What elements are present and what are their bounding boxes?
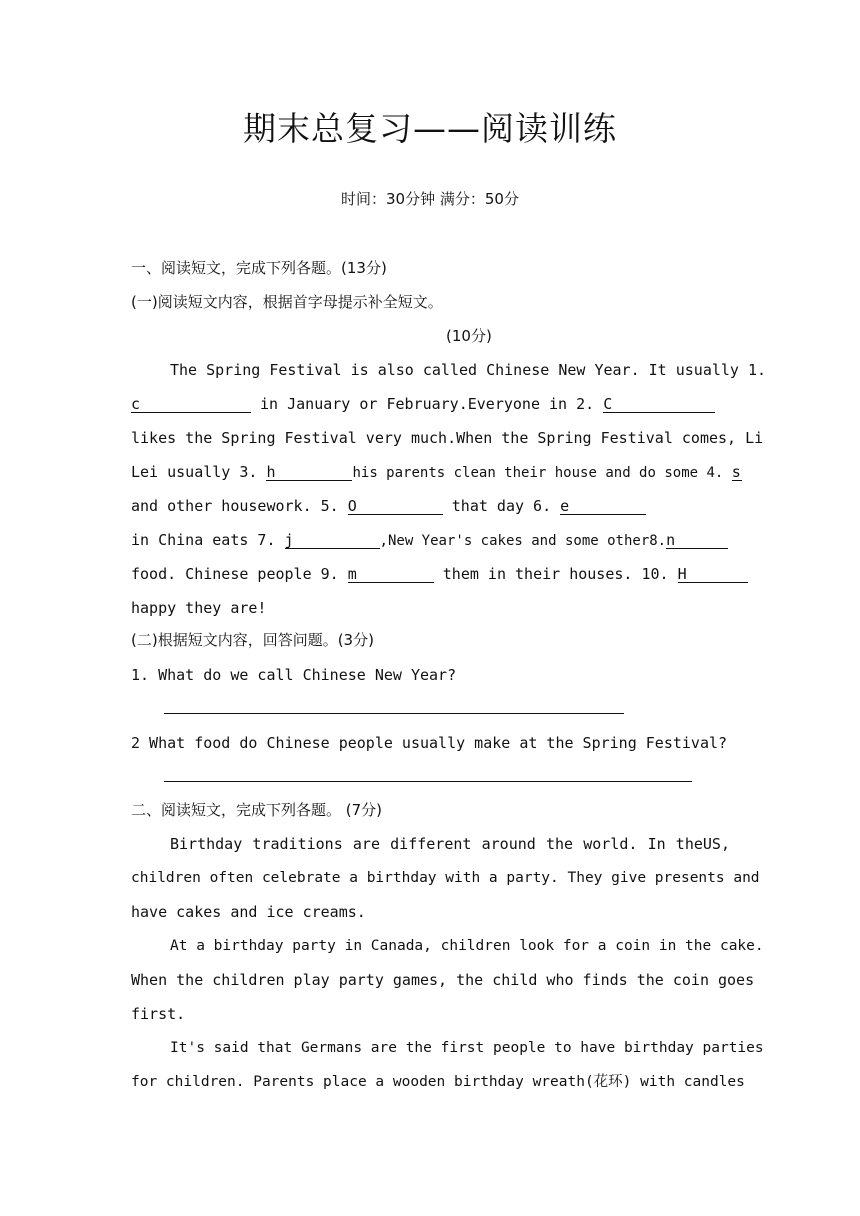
blank-2[interactable]: C	[603, 396, 715, 413]
passage-line-1: The Spring Festival is also called Chinese New Year. It usually 1.	[170, 361, 767, 379]
passage-line-5	[131, 496, 731, 516]
part2-p2-line-1: At a birthday party in Canada, children look for a coin in the cake.	[170, 938, 764, 954]
part1-heading: 一、阅读短文，完成下列各题。(13分)	[131, 259, 387, 277]
passage-line-7	[131, 564, 731, 584]
part2-p1-line-1: Birthday traditions are different around the world. In theUS,	[170, 835, 730, 853]
passage-line-2	[131, 394, 731, 414]
part1-sub2-heading: (二)根据短文内容，回答问题。(3分)	[131, 631, 374, 649]
passage-line-6	[131, 530, 731, 551]
passage-text: food. Chinese people 9.	[131, 565, 348, 583]
passage-line-3: likes the Spring Festival very much.When the Spring Festival comes, Li	[131, 429, 764, 447]
passage-text: and other housework. 5.	[131, 497, 348, 515]
answer-line-1[interactable]	[164, 713, 624, 714]
part2-p3-line-2: for children. Parents place a wooden birthday wreath(花环) with candles	[131, 1074, 745, 1090]
blank-8[interactable]: n	[666, 532, 728, 549]
blank-9[interactable]: m	[348, 566, 434, 583]
blank-4[interactable]: s	[731, 463, 741, 481]
blank-3[interactable]: h	[266, 464, 352, 481]
blank-6[interactable]: e	[560, 498, 646, 515]
passage-text: in January or February.Everyone in 2.	[251, 395, 604, 413]
page-title: 期末总复习——阅读训练	[243, 109, 617, 148]
part2-p2-line-2: When the children play party games, the child who finds the coin goes	[131, 971, 755, 989]
part2-p2-line-3: first.	[131, 1005, 186, 1023]
part1-sub1-score: (10分)	[446, 327, 492, 345]
passage-text: that day 6.	[442, 497, 561, 515]
part2-p1-line-3: have cakes and ice creams.	[131, 903, 366, 921]
passage-text: ,New Year's cakes and some other8.	[379, 533, 667, 549]
blank-7[interactable]: j	[285, 532, 380, 549]
blank-5[interactable]: O	[348, 498, 443, 515]
passage-line-4	[131, 462, 741, 483]
part1-sub1-heading: (一)阅读短文内容，根据首字母提示补全短文。	[131, 293, 443, 311]
question-2: 2 What food do Chinese people usually make at the Spring Festival?	[131, 734, 728, 752]
passage-text: Lei usually 3.	[131, 463, 267, 481]
blank-1[interactable]: c	[131, 396, 251, 413]
part2-p1-line-2: children often celebrate a birthday with a party. They give presents and	[131, 870, 760, 886]
blank-10[interactable]: H	[678, 566, 748, 583]
passage-text: them in their houses. 10.	[433, 565, 678, 583]
part2-heading: 二、阅读短文，完成下列各题。 (7分)	[131, 801, 383, 819]
part2-p3-line-1: It's said that Germans are the first people to have birthday parties	[170, 1040, 764, 1056]
question-1: 1. What do we call Chinese New Year?	[131, 666, 457, 684]
passage-text: his parents clean their house and do some 4.	[352, 465, 732, 481]
answer-line-2[interactable]	[164, 781, 692, 782]
page-subtitle: 时间：30分钟 满分：50分	[341, 190, 519, 208]
passage-text: in China eats 7.	[131, 531, 285, 549]
passage-line-8: happy they are!	[131, 599, 267, 617]
